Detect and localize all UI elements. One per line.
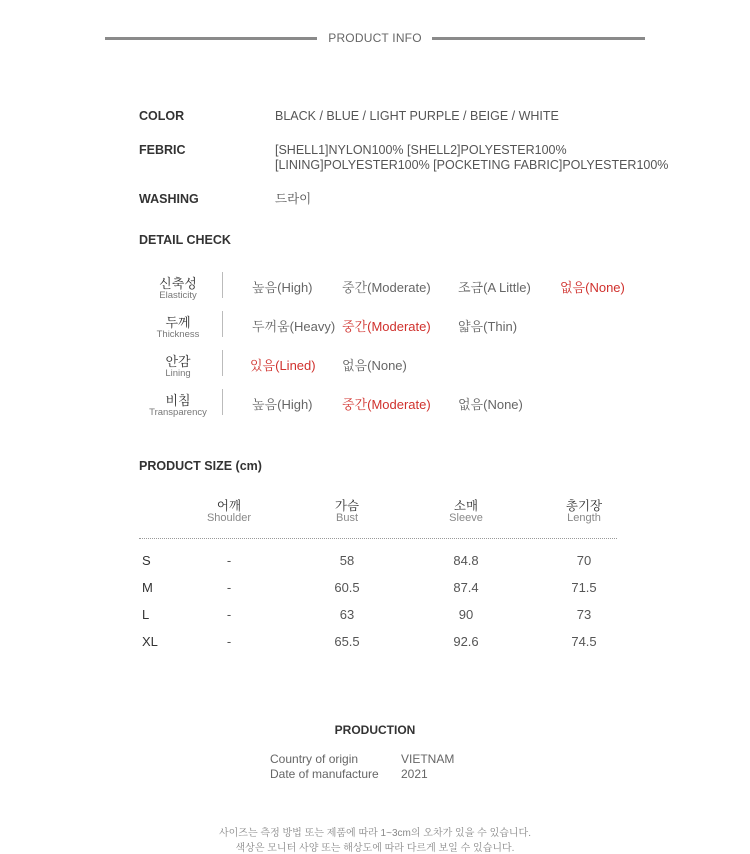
- size-table-divider: [139, 538, 617, 539]
- size-col-en: Bust: [335, 512, 358, 524]
- size-cell: -: [226, 580, 232, 595]
- detail-option: 높음(High): [252, 397, 313, 412]
- fabric-value-line2: [LINING]POLYESTER100% [POCKETING FABRIC]POLYESTER100%: [275, 158, 669, 172]
- size-cell: 87.4: [453, 580, 479, 595]
- washing-label: WASHING: [139, 192, 199, 206]
- detail-row-en: Lining: [165, 368, 191, 379]
- size-cell: -: [226, 607, 232, 622]
- size-cell: 71.5: [571, 580, 597, 595]
- size-row-label: S: [142, 553, 151, 568]
- detail-divider: [222, 311, 223, 337]
- detail-row-en: Thickness: [156, 329, 200, 340]
- size-col-ko: 소매: [453, 499, 479, 513]
- detail-row-ko: 안감: [165, 354, 191, 369]
- detail-option: 높음(High): [252, 280, 313, 295]
- size-cell: 92.6: [453, 634, 479, 649]
- detail-option: 중간(Moderate): [342, 319, 431, 334]
- size-cell: 90: [458, 607, 474, 622]
- detail-option: 있음(Lined): [250, 358, 316, 373]
- size-cell: 65.5: [334, 634, 360, 649]
- size-col-ko: 총기장: [565, 499, 603, 513]
- detail-option: 중간(Moderate): [342, 397, 431, 412]
- color-value: BLACK / BLUE / LIGHT PURPLE / BEIGE / WHITE: [275, 109, 559, 123]
- color-note: 색상은 모니터 사양 또는 해상도에 따라 다르게 보일 수 있습니다.: [235, 843, 515, 854]
- fabric-label: FEBRIC: [139, 143, 186, 157]
- detail-row-en: Transparency: [149, 407, 207, 418]
- product-size-title: PRODUCT SIZE (cm): [139, 459, 262, 473]
- detail-check-title: DETAIL CHECK: [139, 233, 231, 247]
- fabric-value-line1: [SHELL1]NYLON100% [SHELL2]POLYESTER100%: [275, 143, 567, 157]
- manufacture-date-label: Date of manufacture: [270, 767, 379, 781]
- color-label: COLOR: [139, 109, 185, 123]
- size-cell: 58: [339, 553, 355, 568]
- detail-row-ko: 두께: [165, 315, 191, 330]
- size-col-en: Shoulder: [206, 512, 252, 524]
- size-col-en: Sleeve: [449, 512, 483, 524]
- detail-option: 얇음(Thin): [458, 319, 518, 334]
- size-cell: -: [226, 553, 232, 568]
- detail-divider: [222, 389, 223, 415]
- detail-row-ko: 비침: [165, 393, 191, 408]
- detail-row-en: Elasticity: [159, 290, 197, 301]
- size-col-en: Length: [567, 512, 601, 524]
- size-row-label: XL: [142, 634, 158, 649]
- origin-value: VIETNAM: [401, 752, 455, 766]
- page-title: PRODUCT INFO: [328, 31, 422, 45]
- production-title: PRODUCTION: [334, 723, 416, 737]
- size-cell: 63: [339, 607, 355, 622]
- detail-option: 없음(None): [458, 397, 523, 412]
- size-cell: 84.8: [453, 553, 479, 568]
- origin-label: Country of origin: [270, 752, 359, 766]
- size-col-ko: 어깨: [216, 499, 242, 513]
- size-row-label: L: [142, 607, 150, 622]
- size-cell: 73: [576, 607, 592, 622]
- size-col-ko: 가슴: [334, 499, 360, 513]
- manufacture-date-value: 2021: [401, 767, 428, 781]
- detail-option: 없음(None): [560, 280, 625, 295]
- size-note: 사이즈는 측정 방법 또는 제품에 따라 1~3cm의 오차가 있을 수 있습니다.: [218, 828, 531, 839]
- size-row-label: M: [142, 580, 153, 595]
- size-cell: -: [226, 634, 232, 649]
- detail-row-ko: 신축성: [159, 276, 197, 291]
- detail-option: 중간(Moderate): [342, 280, 431, 295]
- detail-option: 두꺼움(Heavy): [252, 319, 336, 334]
- detail-divider: [222, 272, 223, 298]
- size-cell: 74.5: [571, 634, 597, 649]
- detail-divider: [222, 350, 223, 376]
- size-cell: 60.5: [334, 580, 360, 595]
- detail-option: 없음(None): [342, 358, 407, 373]
- detail-option: 조금(A Little): [458, 280, 531, 295]
- size-cell: 70: [576, 553, 592, 568]
- washing-value: 드라이: [275, 192, 312, 206]
